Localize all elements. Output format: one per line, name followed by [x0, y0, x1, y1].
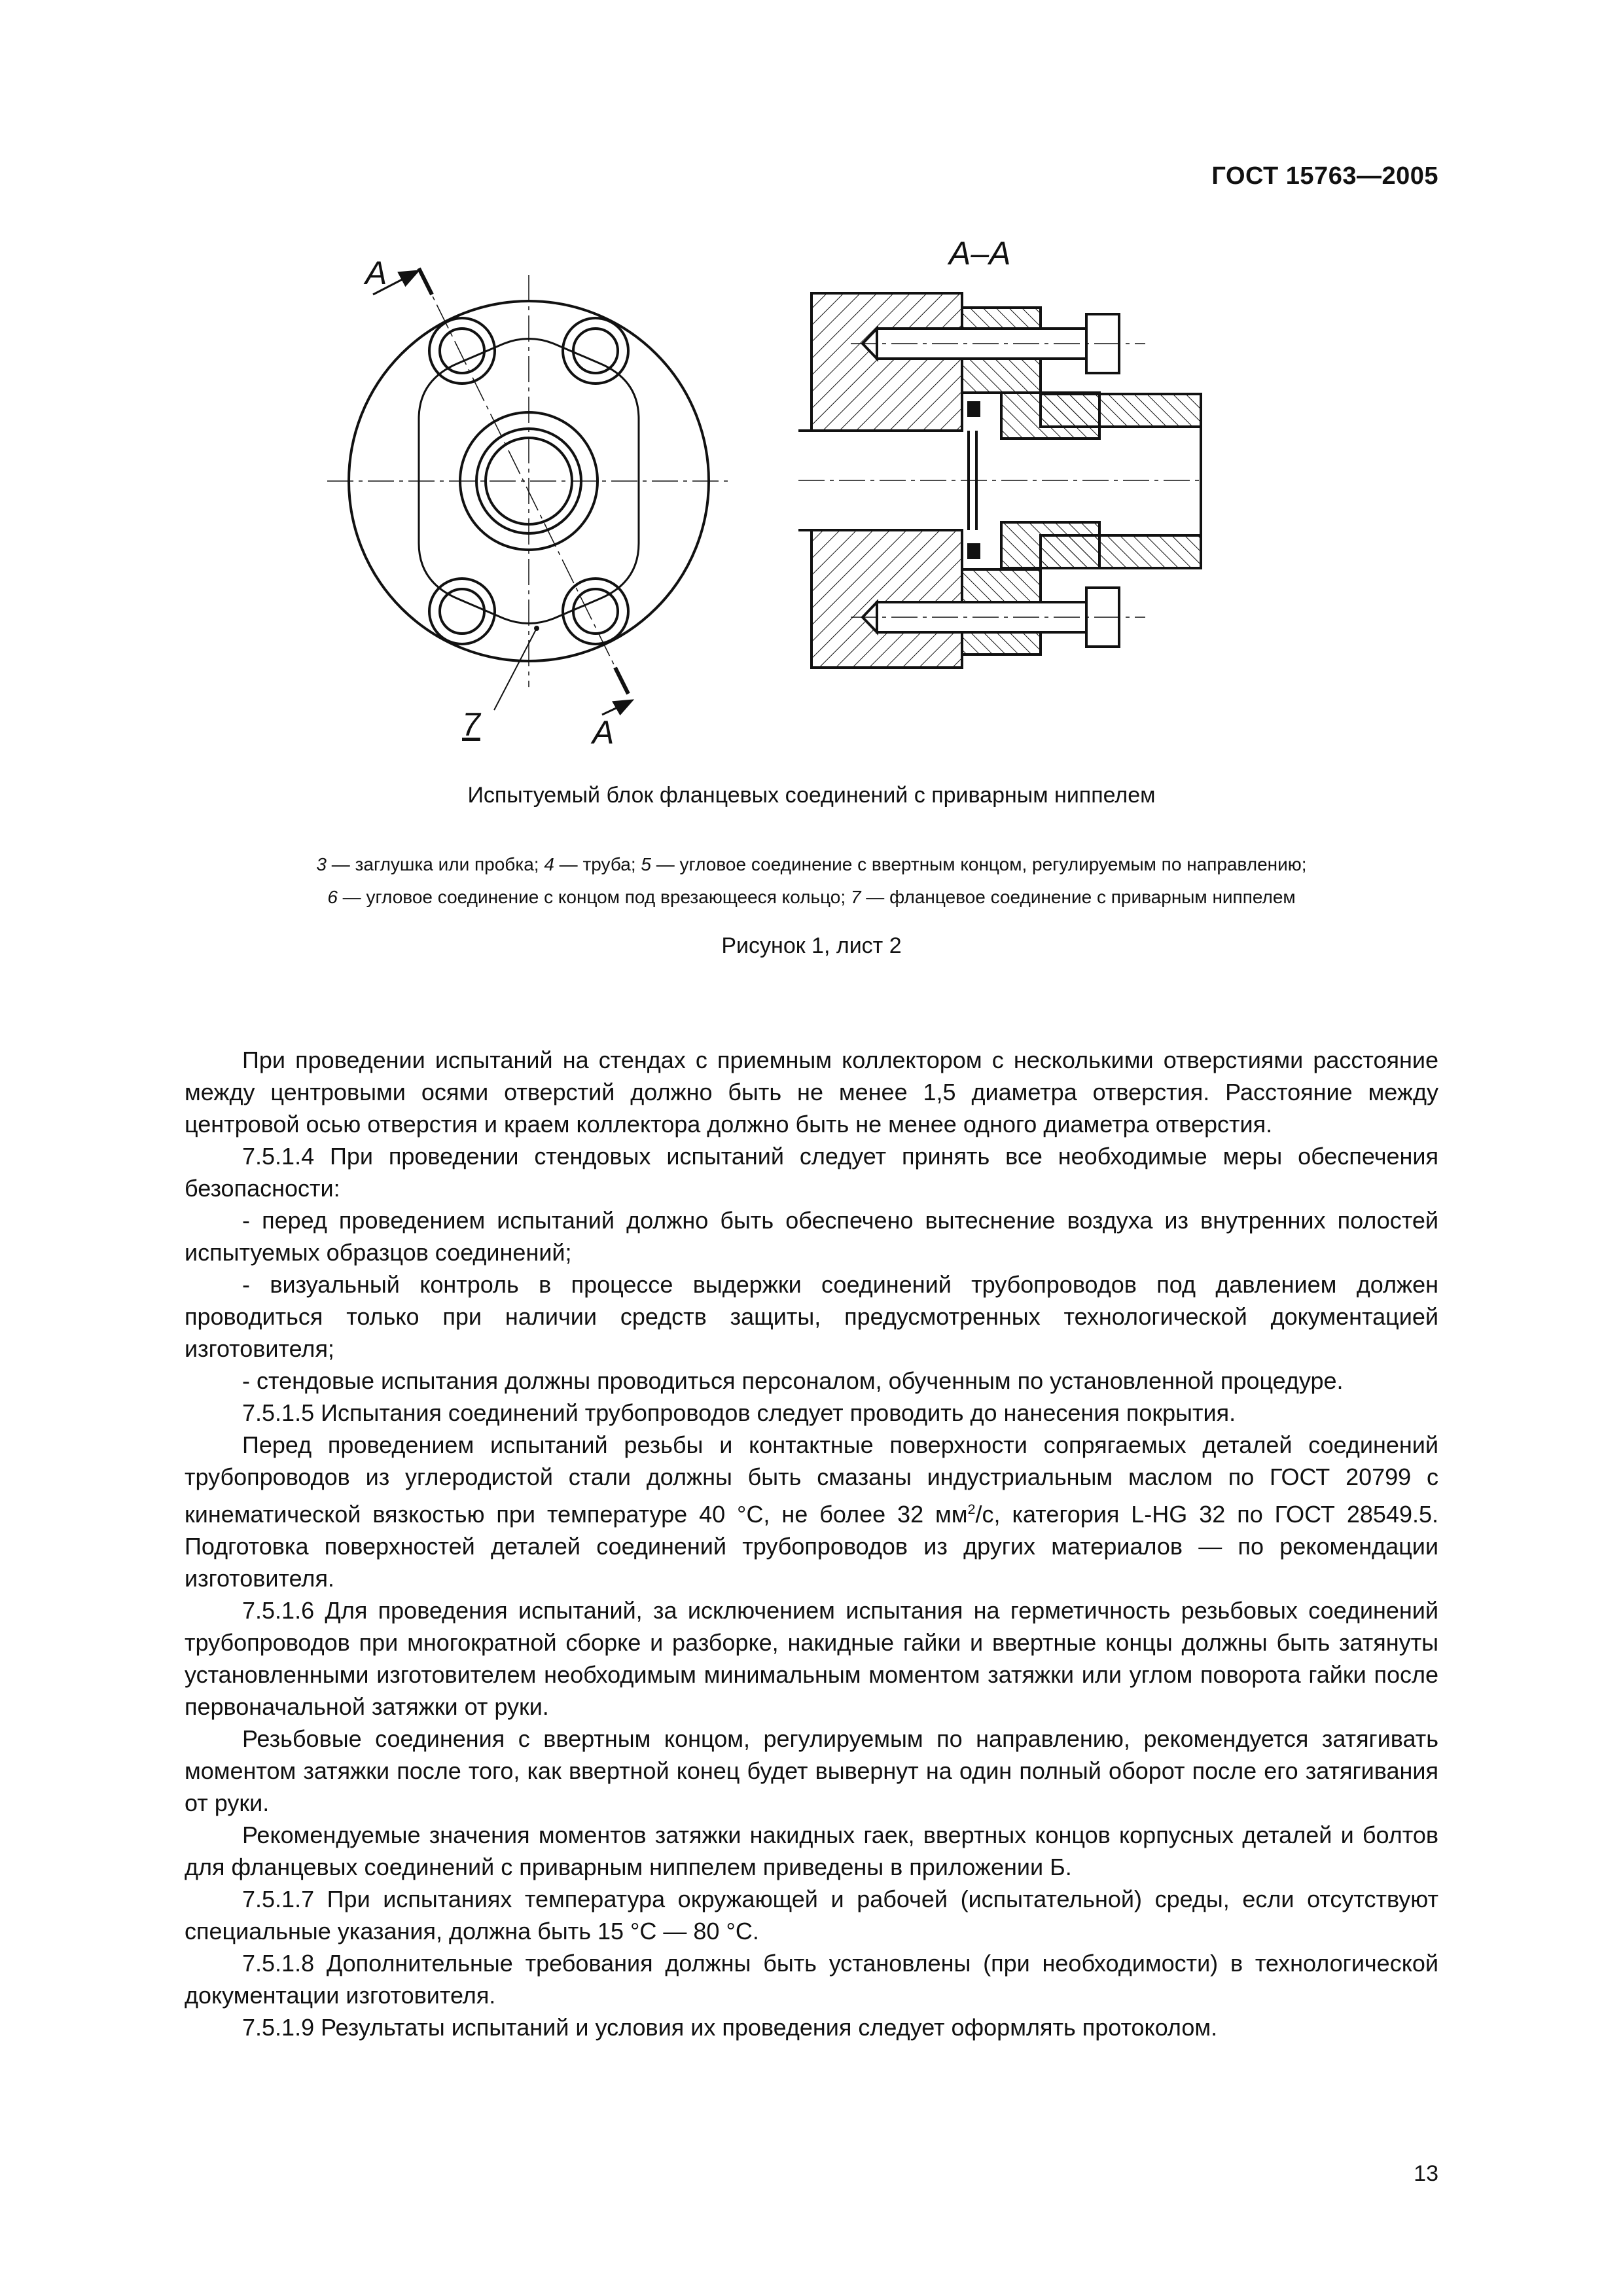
- paragraph: 7.5.1.4 При проведении стендовых испытаний следует принять все необходимые меры обеспечения безопасности:: [185, 1143, 1438, 1202]
- document-code: ГОСТ 15763—2005: [1211, 162, 1438, 190]
- legend-line: 3 — заглушка или пробка; 4 — труба; 5 — угловое соединение с ввертным концом, регулируемым по направлению;: [316, 854, 1307, 874]
- body-text: [185, 1044, 1438, 2043]
- paragraph: 7.5.1.8 Дополнительные требования должны быть установлены (при необходимости) в технологической документации изготовителя.: [185, 1950, 1438, 2009]
- paragraph: 7.5.1.7 При испытаниях температура окружающей и рабочей (испытательной) среды, если отсутствуют специальные указания, должна быть 15 °С — 80 °С.: [185, 1886, 1438, 1945]
- paragraph: - стендовые испытания должны проводиться персоналом, обученным по установленной процедуре.: [242, 1367, 1344, 1394]
- cut-mark-label-top: А: [365, 255, 387, 291]
- callout-number: 7: [462, 706, 480, 743]
- technical-drawing: [314, 223, 1204, 759]
- paragraph: При проведении испытаний на стендах с приемным коллектором с несколькими отверстиями расстояние между центровыми осями отверстий должно быть не менее 1,5 диаметра отверстия. Расстояние между центровой осью отверстия и краем коллектора должно быть не менее одного диаметра отверстия.: [185, 1047, 1438, 1138]
- paragraph: - визуальный контроль в процессе выдержки соединений трубопроводов под давлением должен проводиться только при наличии средств защиты, предусмотренных технологической документацией изготовителя;: [185, 1271, 1438, 1362]
- cut-mark-label-bottom: А: [592, 714, 615, 751]
- legend-line: 6 — угловое соединение с концом под врезающееся кольцо; 7 — фланцевое соединение с приварным ниппелем: [327, 887, 1296, 907]
- figure-caption: Рисунок 1, лист 2: [721, 933, 902, 958]
- paragraph: Резьбовые соединения с ввертным концом, регулируемым по направлению, рекомендуется затягивать моментом затяжки после того, как ввертной конец будет вывернут на один полный оборот после его затягивания от руки.: [185, 1725, 1438, 1816]
- page-number: 13: [1414, 2161, 1438, 2186]
- paragraph: 7.5.1.5 Испытания соединений трубопроводов следует проводить до нанесения покрытия.: [242, 1399, 1236, 1426]
- paragraph: 7.5.1.9 Результаты испытаний и условия их проведения следует оформлять протоколом.: [242, 2014, 1218, 2041]
- paragraph: 7.5.1.6 Для проведения испытаний, за исключением испытания на герметичность резьбовых соединений трубопроводов при многократной сборке и разборке, накидные гайки и ввертные концы должны быть затянуты установленными изготовителем необходимым минимальным моментом затяжки или углом поворота гайки после первоначальной затяжки от руки.: [185, 1597, 1438, 1720]
- figure-legend: [0, 848, 1623, 914]
- figure-title: Испытуемый блок фланцевых соединений с приварным ниппелем: [467, 783, 1156, 808]
- paragraph: - перед проведением испытаний должно быть обеспечено вытеснение воздуха из внутренних полостей испытуемых образцов соединений;: [185, 1207, 1438, 1266]
- section-label: А–А: [949, 235, 1011, 272]
- paragraph: Перед проведением испытаний резьбы и контактные поверхности сопрягаемых деталей соединений трубопроводов из углеродистой стали должны быть смазаны индустриальным маслом по ГОСТ 20799 с кинематической вязкостью при температуре 40 °С, не более 32 $мм^2/с$, категория L-HG 32 по ГОСТ 28549.5. Подготовка поверхностей деталей соединений трубопроводов из других материалов — по рекомендации изготовителя.: [185, 1431, 1438, 1592]
- paragraph: Рекомендуемые значения моментов затяжки накидных гаек, ввертных концов корпусных деталей и болтов для фланцевых соединений с приварным ниппелем приведены в приложении Б.: [185, 1821, 1438, 1880]
